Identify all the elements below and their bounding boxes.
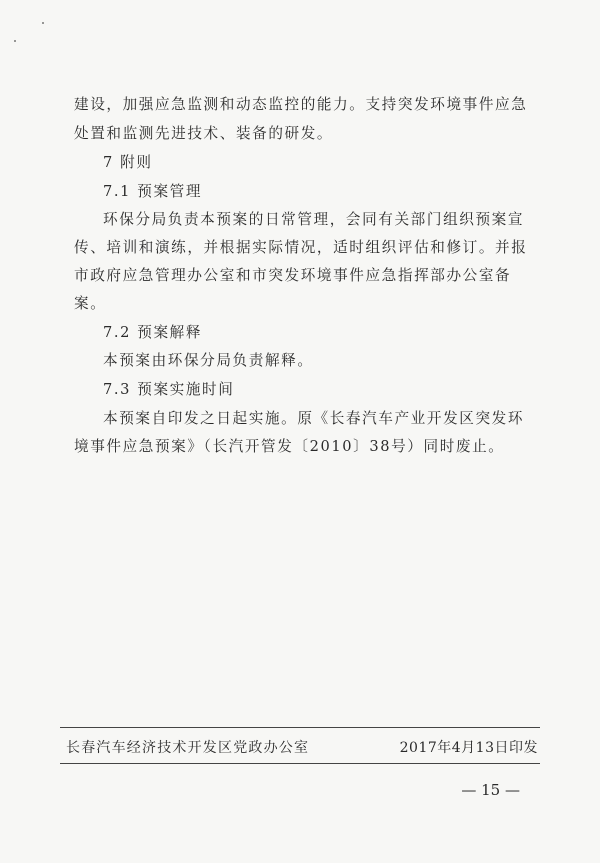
section-heading-7-2: 7.2 预案解释 (103, 324, 203, 341)
section-heading-7-1: 7.1 预案管理 (103, 183, 203, 200)
footer-top-rule (60, 727, 540, 728)
issue-date: 2017年4月13日印发 (399, 740, 538, 756)
paragraph-line: 境事件应急预案》（长汽开管发〔2010〕38号）同时废止。 (74, 438, 505, 455)
section-heading-7: 7 附则 (103, 154, 153, 171)
paragraph-line: 处置和监测先进技术、装备的研发。 (74, 125, 334, 142)
paragraph-line: 环保分局负责本预案的日常管理，会同有关部门组织预案宣 (103, 211, 525, 228)
paragraph-line: 市政府应急管理办公室和市突发环境事件应急指挥部办公室备 (74, 267, 512, 284)
paragraph-line: 本预案自印发之日起实施。原《长春汽车产业开发区突发环 (103, 410, 525, 427)
paragraph-line: 案。 (74, 295, 107, 312)
footer-bottom-rule (60, 763, 540, 764)
scan-speck (14, 40, 16, 42)
section-heading-7-3: 7.3 预案实施时间 (103, 381, 235, 398)
issuer-name: 长春汽车经济技术开发区党政办公室 (66, 740, 310, 756)
paragraph-line: 本预案由环保分局负责解释。 (103, 352, 314, 369)
scan-speck (42, 22, 44, 24)
paragraph-line: 建设，加强应急监测和动态监控的能力。支持突发环境事件应急 (74, 96, 528, 113)
paragraph-line: 传、培训和演练，并根据实际情况，适时组织评估和修订。并报 (74, 239, 528, 256)
page-number: — 15 — (461, 781, 520, 799)
